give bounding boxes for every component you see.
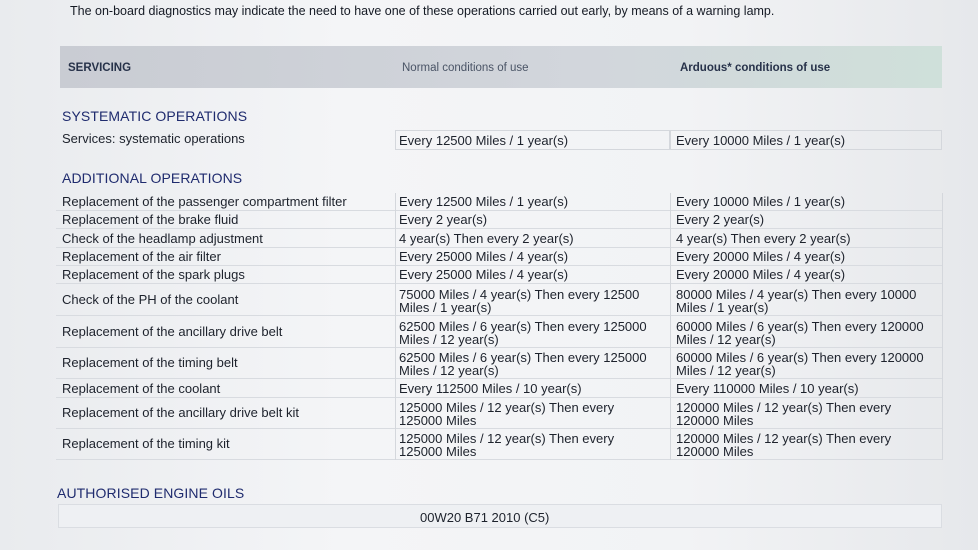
normal-value [399,232,671,245]
value-line-2: Miles / 1 year(s) [676,300,769,315]
arduous-value [676,195,942,208]
value-line-1: 120000 Miles / 12 year(s) Then every [676,400,892,415]
normal-value [399,250,671,263]
column-divider [942,193,943,460]
arduous-value [676,268,942,281]
value-line-1: Every 20000 Miles / 4 year(s) [676,267,846,282]
value-line-1: Every 25000 Miles / 4 year(s) [399,267,569,282]
value-line-2: 120000 Miles [676,444,754,459]
systematic-operations-title: SYSTEMATIC OPERATIONS [62,108,248,124]
value-line-1: 62500 Miles / 6 year(s) Then every 125000 [399,319,647,334]
value-line-1: Every 110000 Miles / 10 year(s) [676,381,859,396]
table-header [60,46,942,88]
column-divider [670,193,671,460]
operation-label: Replacement of the timing belt [62,355,238,370]
value-line-2: Miles / 12 year(s) [399,332,499,347]
operation-label: Check of the headlamp adjustment [62,231,263,246]
value-line-2: Miles / 12 year(s) [676,363,776,378]
value-line-1: Every 20000 Miles / 4 year(s) [676,249,846,264]
operation-label: Replacement of the ancillary drive belt kit [62,405,300,420]
value-line-1: 80000 Miles / 4 year(s) Then every 10000 [676,287,917,302]
operation-label: Replacement of the spark plugs [62,267,245,282]
table-row [56,266,942,284]
normal-value: Every 12500 Miles / 1 year(s) [399,133,569,148]
header-normal-conditions: Normal conditions of use [402,62,529,74]
table-row [56,380,942,398]
normal-value [399,268,671,281]
column-divider [395,193,396,460]
arduous-value [676,401,942,427]
operation-label: Replacement of the air filter [62,249,221,264]
value-line-2: Miles / 12 year(s) [676,332,776,347]
operation-label: Replacement of the coolant [62,381,221,396]
normal-value [399,432,671,458]
value-line-1: 62500 Miles / 6 year(s) Then every 125000 [399,350,647,365]
arduous-value [676,382,942,395]
normal-value [399,288,671,314]
value-line-1: 4 year(s) Then every 2 year(s) [676,231,851,246]
value-line-1: Every 2 year(s) [676,212,765,227]
operation-label: Replacement of the ancillary drive belt [62,324,283,339]
table-row [56,430,942,460]
arduous-value [676,351,942,377]
value-line-1: 60000 Miles / 6 year(s) Then every 120000 [676,319,924,334]
table-row [56,399,942,429]
normal-value [399,213,671,226]
arduous-value [676,288,942,314]
intro-text: The on-board diagnostics may indicate the need to have one of these operations carried out early, by means of a warning lamp. [70,4,775,18]
value-line-1: Every 12500 Miles / 1 year(s) [399,194,569,209]
value-line-2: 125000 Miles [399,413,477,428]
operation-label: Check of the PH of the coolant [62,292,239,307]
table-row [56,286,942,316]
value-line-2: Miles / 1 year(s) [399,300,492,315]
value-line-1: 75000 Miles / 4 year(s) Then every 12500 [399,287,640,302]
table-row [56,193,942,211]
table-row [56,349,942,379]
operation-label: Services: systematic operations [62,131,245,146]
normal-value [399,195,671,208]
operation-label: Replacement of the brake fluid [62,212,239,227]
normal-value [399,401,671,427]
value-line-1: 4 year(s) Then every 2 year(s) [399,231,574,246]
value-line-1: Every 10000 Miles / 1 year(s) [676,194,846,209]
value-line-1: 125000 Miles / 12 year(s) Then every [399,431,615,446]
operation-label: Replacement of the passenger compartment filter [62,194,347,209]
arduous-value [676,432,942,458]
value-line-1: 120000 Miles / 12 year(s) Then every [676,431,892,446]
value-line-1: Every 2 year(s) [399,212,488,227]
normal-value [399,351,671,377]
table-row [56,248,942,266]
arduous-value: Every 10000 Miles / 1 year(s) [676,133,846,148]
value-line-1: 60000 Miles / 6 year(s) Then every 120000 [676,350,924,365]
value-line-1: 125000 Miles / 12 year(s) Then every [399,400,615,415]
value-line-1: Every 25000 Miles / 4 year(s) [399,249,569,264]
value-line-1: Every 112500 Miles / 10 year(s) [399,381,582,396]
operation-label: Replacement of the timing kit [62,436,230,451]
value-line-2: Miles / 12 year(s) [399,363,499,378]
table-row [56,131,942,151]
arduous-value [676,232,942,245]
table-row [56,211,942,229]
header-arduous-conditions: Arduous* conditions of use [680,62,831,74]
engine-oil-value: 00W20 B71 2010 (C5) [420,510,550,525]
value-line-2: 120000 Miles [676,413,754,428]
header-servicing: SERVICING [68,62,132,74]
arduous-value [676,320,942,346]
normal-value [399,320,671,346]
additional-operations-title: ADDITIONAL OPERATIONS [62,170,243,186]
table-row [56,230,942,248]
authorised-engine-oils-title: AUTHORISED ENGINE OILS [57,485,245,501]
value-line-2: 125000 Miles [399,444,477,459]
arduous-value [676,213,942,226]
arduous-value [676,250,942,263]
normal-value [399,382,671,395]
table-row [56,318,942,348]
